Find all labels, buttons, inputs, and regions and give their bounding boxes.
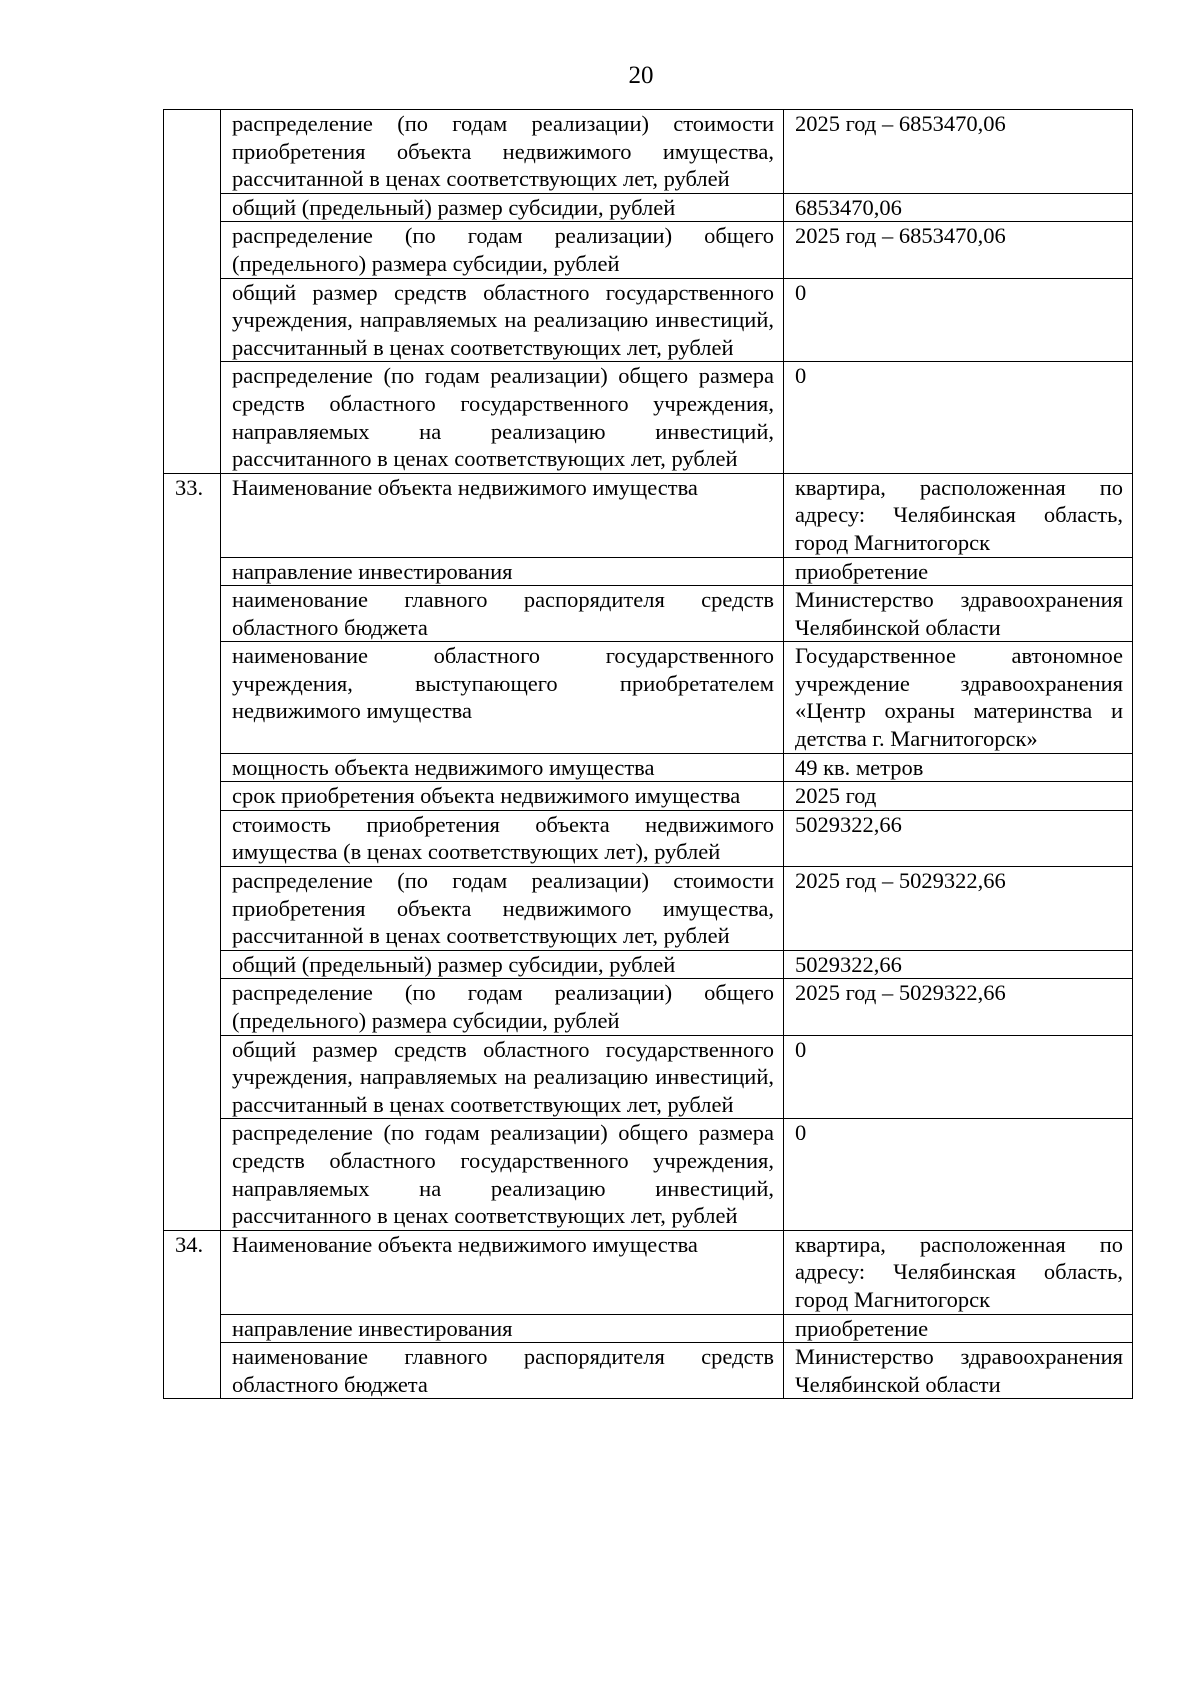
table-row xyxy=(164,950,1133,979)
parameter-cell: Наименование объекта недвижимого имущества xyxy=(221,473,784,557)
value-cell: 0 xyxy=(784,1035,1133,1119)
table-row xyxy=(164,642,1133,753)
parameter-cell: общий размер средств областного государственного учреждения, направляемых на реализацию инвестиций, рассчитанный в ценах соответствующих лет, рублей xyxy=(221,278,784,362)
table-row xyxy=(164,1314,1133,1343)
table-row xyxy=(164,473,1133,557)
table-row xyxy=(164,586,1133,642)
parameter-cell: распределение (по годам реализации) общего размера средств областного государственного учреждения, направляемых на реализацию инвестиций, рассчитанного в ценах соответствующих лет, рублей xyxy=(221,1119,784,1230)
table-row xyxy=(164,1119,1133,1230)
value-cell: 5029322,66 xyxy=(784,810,1133,866)
table-row xyxy=(164,362,1133,473)
parameter-cell: распределение (по годам реализации) стоимости приобретения объекта недвижимого имущества, рассчитанной в ценах соответствующих лет, рублей xyxy=(221,110,784,194)
parameter-cell: распределение (по годам реализации) стоимости приобретения объекта недвижимого имущества, рассчитанной в ценах соответствующих лет, рублей xyxy=(221,867,784,951)
parameter-cell: мощность объекта недвижимого имущества xyxy=(221,753,784,782)
value-cell: 49 кв. метров xyxy=(784,753,1133,782)
value-cell: 0 xyxy=(784,1119,1133,1230)
table-row xyxy=(164,278,1133,362)
parameter-cell: распределение (по годам реализации) общего (предельного) размера субсидии, рублей xyxy=(221,979,784,1035)
parameter-cell: стоимость приобретения объекта недвижимого имущества (в ценах соответствующих лет), рублей xyxy=(221,810,784,866)
value-cell: 2025 год – 5029322,66 xyxy=(784,867,1133,951)
table-row xyxy=(164,193,1133,222)
table-row xyxy=(164,867,1133,951)
table-row xyxy=(164,222,1133,278)
row-number-cell xyxy=(164,110,221,474)
value-cell: 2025 год – 6853470,06 xyxy=(784,222,1133,278)
parameter-cell: наименование областного государственного учреждения, выступающего приобретателем недвижимого имущества xyxy=(221,642,784,753)
row-number-cell: 34. xyxy=(164,1230,221,1399)
row-number-cell: 33. xyxy=(164,473,221,1230)
parameter-cell: наименование главного распорядителя средств областного бюджета xyxy=(221,586,784,642)
value-cell: Министерство здравоохранения Челябинской области xyxy=(784,586,1133,642)
value-cell: Государственное автономное учреждение здравоохранения «Центр охраны материнства и детства г. Магнитогорск» xyxy=(784,642,1133,753)
value-cell: 2025 год xyxy=(784,782,1133,811)
investment-objects-table xyxy=(163,109,1133,1399)
value-cell: 2025 год – 6853470,06 xyxy=(784,110,1133,194)
parameter-cell: Наименование объекта недвижимого имущества xyxy=(221,1230,784,1314)
table-row xyxy=(164,110,1133,194)
parameter-cell: направление инвестирования xyxy=(221,557,784,586)
parameter-cell: общий размер средств областного государственного учреждения, направляемых на реализацию инвестиций, рассчитанный в ценах соответствующих лет, рублей xyxy=(221,1035,784,1119)
value-cell: 0 xyxy=(784,278,1133,362)
parameter-cell: общий (предельный) размер субсидии, рублей xyxy=(221,193,784,222)
page-number: 20 xyxy=(628,62,654,89)
parameter-cell: наименование главного распорядителя средств областного бюджета xyxy=(221,1343,784,1399)
parameter-cell: распределение (по годам реализации) общего размера средств областного государственного учреждения, направляемых на реализацию инвестиций, рассчитанного в ценах соответствующих лет, рублей xyxy=(221,362,784,473)
value-cell: 0 xyxy=(784,362,1133,473)
value-cell: приобретение xyxy=(784,557,1133,586)
value-cell: 5029322,66 xyxy=(784,950,1133,979)
parameter-cell: срок приобретения объекта недвижимого имущества xyxy=(221,782,784,811)
value-cell: квартира, расположенная по адресу: Челябинская область, город Магнитогорск xyxy=(784,1230,1133,1314)
value-cell: 6853470,06 xyxy=(784,193,1133,222)
value-cell: квартира, расположенная по адресу: Челябинская область, город Магнитогорск xyxy=(784,473,1133,557)
parameter-cell: общий (предельный) размер субсидии, рублей xyxy=(221,950,784,979)
table-row xyxy=(164,557,1133,586)
table-row xyxy=(164,753,1133,782)
value-cell: Министерство здравоохранения Челябинской области xyxy=(784,1343,1133,1399)
table-row xyxy=(164,979,1133,1035)
table-row xyxy=(164,1230,1133,1314)
parameter-cell: направление инвестирования xyxy=(221,1314,784,1343)
value-cell: приобретение xyxy=(784,1314,1133,1343)
parameter-cell: распределение (по годам реализации) общего (предельного) размера субсидии, рублей xyxy=(221,222,784,278)
table-row xyxy=(164,782,1133,811)
table-body xyxy=(164,110,1133,1399)
value-cell: 2025 год – 5029322,66 xyxy=(784,979,1133,1035)
table-row xyxy=(164,1343,1133,1399)
table-row xyxy=(164,1035,1133,1119)
table-row xyxy=(164,810,1133,866)
